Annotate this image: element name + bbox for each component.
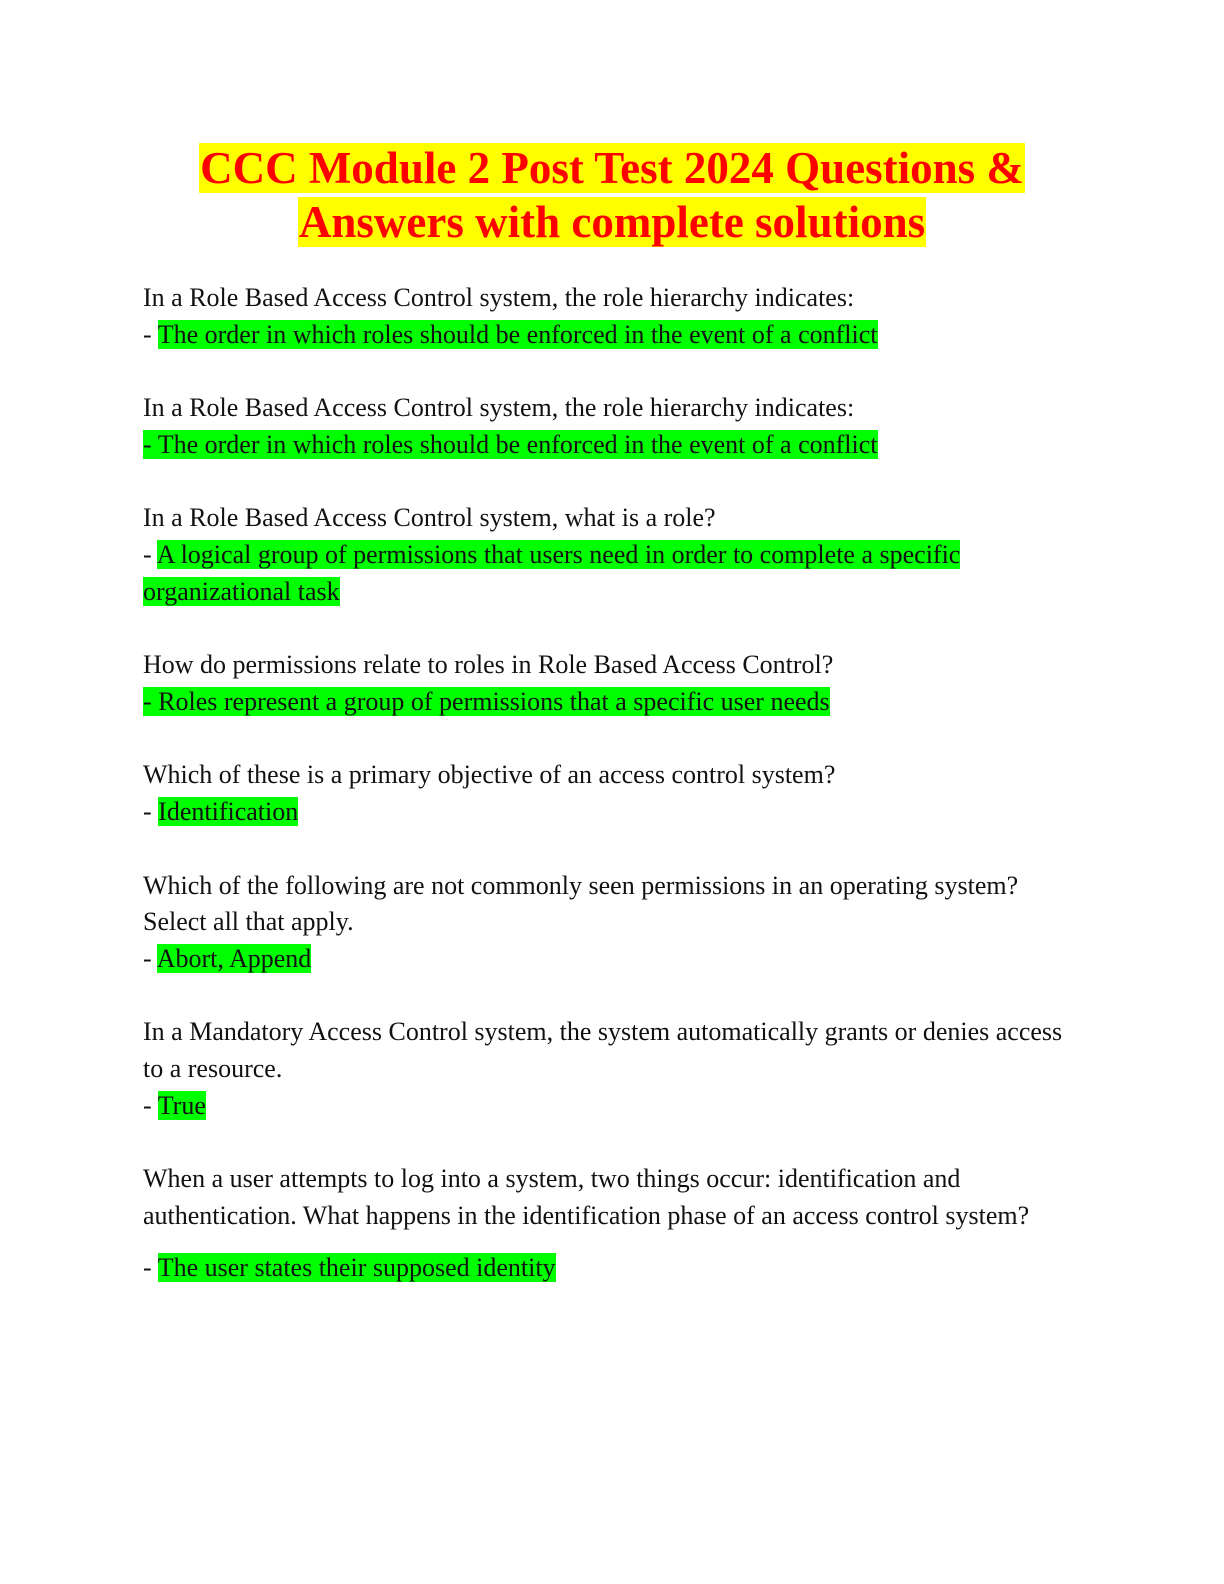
answer-line: [143, 941, 1063, 978]
answer-dash: -: [143, 796, 159, 826]
answer-line: [143, 537, 1063, 610]
answer-text: True: [157, 1090, 206, 1120]
qa-item-3: [143, 500, 1063, 610]
qa-item-6: [143, 868, 1063, 978]
qa-item-4: [143, 647, 1063, 720]
answer-dash: -: [143, 1253, 158, 1283]
answer-dash: -: [143, 429, 158, 459]
qa-item-1: [143, 280, 1063, 353]
answer-dash: -: [143, 686, 159, 716]
title-line-1: CCC Module 2 Post Test 2024 Questions &: [200, 143, 1024, 193]
answer-line: [143, 317, 1063, 354]
document-title: [0, 141, 1224, 249]
question-text: In a Mandatory Access Control system, the system automatically grants or denies access to a resource.: [143, 1017, 1063, 1083]
answer-text: A logical group of permissions that users need in order to complete a specific organizational task: [143, 539, 961, 606]
answer-text: Identification: [158, 796, 299, 826]
qa-item-5: [143, 757, 1063, 830]
title-line-2: Answers with complete solutions: [298, 197, 926, 247]
qa-item-7: [143, 1014, 1063, 1124]
answer-dash: -: [143, 1090, 158, 1120]
question-text: When a user attempts to log into a system, two things occur: identification and authentication. What happens in the identification phase of an access control system?: [143, 1164, 1030, 1230]
answer-dash: -: [143, 539, 157, 569]
answer-line: [143, 684, 1063, 721]
answer-line: [143, 427, 1063, 464]
answer-text: Roles represent a group of permissions that a specific user needs: [158, 686, 830, 716]
qa-item-2: [143, 390, 1063, 463]
question-text: In a Role Based Access Control system, the role hierarchy indicates:: [143, 393, 855, 423]
answer-dash: -: [143, 319, 158, 349]
qa-list: [143, 280, 1063, 1324]
answer-text: The user states their supposed identity: [157, 1253, 556, 1283]
qa-item-8: [143, 1161, 1063, 1287]
answer-text: Abort, Append: [156, 943, 312, 973]
question-text: In a Role Based Access Control system, what is a role?: [143, 503, 716, 533]
answer-line: [143, 1088, 1063, 1125]
question-text: Which of the following are not commonly seen permissions in an operating system? Select all that apply.: [143, 870, 1019, 937]
question-text: How do permissions relate to roles in Role Based Access Control?: [143, 650, 834, 680]
answer-text: The order in which roles should be enforced in the event of a conflict: [157, 429, 878, 459]
question-text: In a Role Based Access Control system, the role hierarchy indicates:: [143, 283, 855, 312]
answer-line: [143, 1250, 1063, 1287]
answer-line: [143, 794, 1063, 831]
question-text: Which of these is a primary objective of an access control system?: [143, 760, 836, 790]
answer-dash: -: [143, 943, 157, 973]
answer-text: The order in which roles should be enforced in the event of a conflict: [157, 319, 878, 349]
